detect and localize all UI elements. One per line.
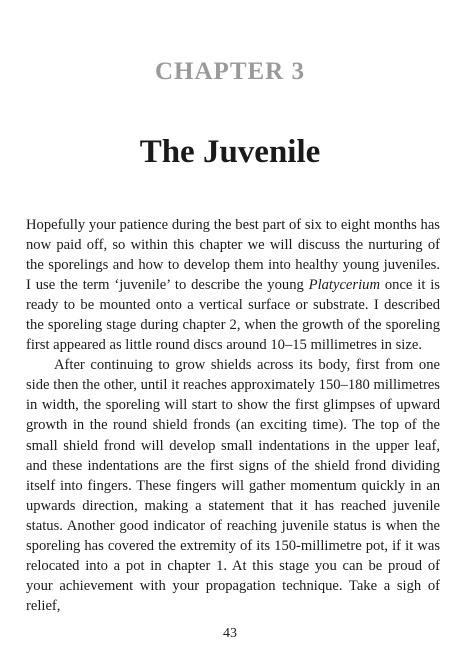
page-number: 43 xyxy=(223,626,237,641)
body-text xyxy=(26,215,440,616)
paragraph-1-text-a: Hopefully your patience during the best part of six to eight months has now paid off, so within this chapter we will discuss the nurturing of the sporelings and how to develop them into healthy young juveniles. I use the term ‘juvenile’ to describe the young xyxy=(26,217,440,294)
chapter-label: CHAPTER 3 xyxy=(155,58,305,85)
paragraph-1 xyxy=(26,215,440,355)
paragraph-1-text-b: once it is ready to be mounted onto a vertical surface or substrate. I described the sporeling stage during chapter 2, when the growth of the sporeling first appeared as little round discs around 10–15 millimetres in size. xyxy=(26,277,440,354)
species-name: Platycerium xyxy=(308,277,380,294)
chapter-title: The Juvenile xyxy=(139,134,321,170)
paragraph-2: After continuing to grow shields across its body, first from one side then the other, until it reaches approximately 150–180 millimetres in width, the sporeling will start to show the first glimpses of upward growth in the round shield fronds (an exciting time). The top of the small shield frond will develop small indentations in the upper leaf, and these indentations are the first signs of the shield frond dividing itself into fingers. These fingers will gather momentum quickly in an upwards direction, making a statement that it has reached juvenile status. Another good indicator of reaching juvenile status is when the sporeling has covered the extremity of its 150-millimetre pot, if it was relocated into a pot in chapter 1. At this stage you can be proud of your achievement with your propagation technique. Take a sigh of relief, xyxy=(26,357,440,614)
